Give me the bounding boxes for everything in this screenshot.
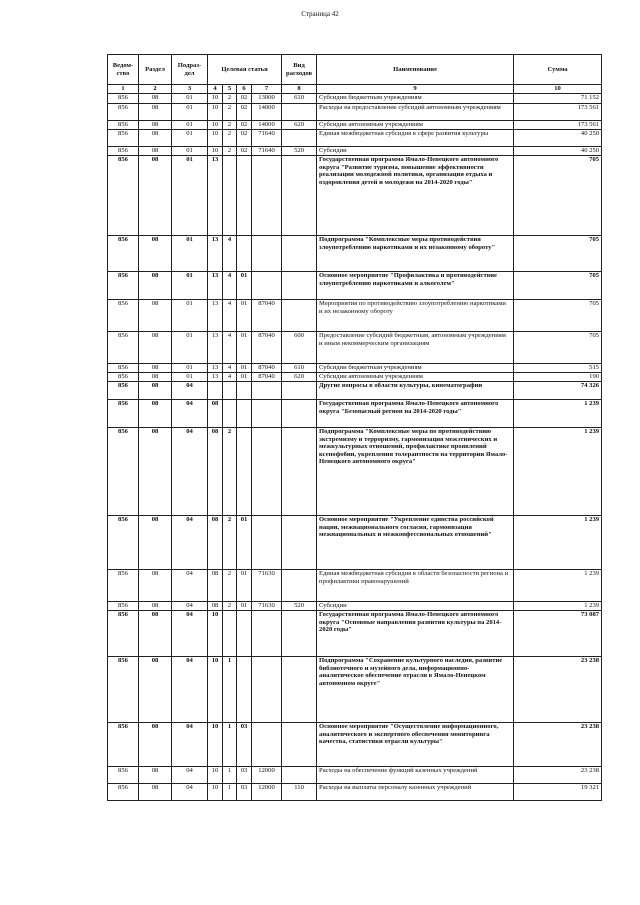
cell-vedomstvo: 856 <box>108 570 139 602</box>
cell-vedomstvo: 856 <box>108 657 139 723</box>
cell-cs-program: 13 <box>208 272 223 300</box>
cell-vid-rashodov <box>282 130 317 147</box>
cell-vedomstvo: 856 <box>108 364 139 373</box>
cell-vid-rashodov: 520 <box>282 147 317 156</box>
cell-naimenovanie: Расходы на обеспечение функций казенных учреждений <box>317 767 514 784</box>
col-number: 1 <box>108 85 139 94</box>
cell-podrazdel: 01 <box>172 300 208 332</box>
cell-naimenovanie: Подпрограмма "Сохранение культурного наследия, развитие библиотечного и музейного дела, информационно-аналитическое обеспечение отрасли в Ямало-Ненецком автономном округе" <box>317 657 514 723</box>
header-naimenovanie: Наименование <box>317 55 514 85</box>
cell-vedomstvo: 856 <box>108 156 139 236</box>
table-row <box>108 332 602 364</box>
cell-summa: 173 561 <box>514 121 602 130</box>
cell-cs-event: 02 <box>237 147 252 156</box>
cell-razdel: 08 <box>139 611 172 657</box>
cell-razdel: 08 <box>139 657 172 723</box>
col-number: 6 <box>237 85 252 94</box>
cell-summa: 190 <box>514 373 602 382</box>
cell-cs-event: 01 <box>237 364 252 373</box>
cell-cs-program: 10 <box>208 767 223 784</box>
cell-cs-direction <box>252 272 282 300</box>
table-row <box>108 300 602 332</box>
cell-vedomstvo: 856 <box>108 723 139 767</box>
col-number: 7 <box>252 85 282 94</box>
cell-summa: 515 <box>514 364 602 373</box>
cell-vid-rashodov <box>282 428 317 516</box>
budget-table <box>107 54 602 801</box>
cell-vid-rashodov <box>282 300 317 332</box>
cell-cs-direction <box>252 428 282 516</box>
cell-cs-program: 08 <box>208 570 223 602</box>
cell-razdel: 08 <box>139 272 172 300</box>
cell-cs-event <box>237 657 252 723</box>
cell-cs-subprogram: 4 <box>223 236 237 272</box>
cell-naimenovanie: Подпрограмма "Комплексные меры по противодействию экстремизму и терроризму, гармонизация межэтнических и межкультурных отношений, профилактике проявлений ксенофобии, укрепления толерантности на территории Ямало-Ненецкого автономного округа" <box>317 428 514 516</box>
cell-razdel: 08 <box>139 784 172 801</box>
col-number: 5 <box>223 85 237 94</box>
table-row <box>108 428 602 516</box>
cell-naimenovanie: Единая межбюджетная субсидия в области безопасности региона и профилактики правонарушений <box>317 570 514 602</box>
cell-cs-program: 10 <box>208 723 223 767</box>
table-row <box>108 382 602 400</box>
cell-podrazdel: 01 <box>172 332 208 364</box>
cell-vid-rashodov <box>282 104 317 121</box>
col-number: 10 <box>514 85 602 94</box>
cell-podrazdel: 04 <box>172 428 208 516</box>
cell-cs-subprogram: 2 <box>223 570 237 602</box>
table-row <box>108 104 602 121</box>
cell-podrazdel: 01 <box>172 104 208 121</box>
cell-cs-direction <box>252 516 282 570</box>
cell-cs-direction: 12000 <box>252 784 282 801</box>
cell-naimenovanie: Основное мероприятие "Профилактика и противодействие злоупотреблению наркотиками и алкоголем" <box>317 272 514 300</box>
cell-cs-subprogram: 1 <box>223 657 237 723</box>
cell-naimenovanie: Расходы на выплаты персоналу казенных учреждений <box>317 784 514 801</box>
cell-cs-direction <box>252 611 282 657</box>
cell-naimenovanie: Субсидии <box>317 602 514 611</box>
cell-naimenovanie: Мероприятия по противодействию злоупотреблению наркотиками и их незаконному обороту <box>317 300 514 332</box>
cell-cs-event <box>237 382 252 400</box>
cell-cs-event: 02 <box>237 94 252 104</box>
cell-summa: 71 152 <box>514 94 602 104</box>
cell-cs-subprogram: 4 <box>223 272 237 300</box>
cell-razdel: 08 <box>139 382 172 400</box>
header-razdel: Раздел <box>139 55 172 85</box>
cell-podrazdel: 04 <box>172 767 208 784</box>
cell-cs-event: 03 <box>237 723 252 767</box>
cell-vid-rashodov: 620 <box>282 121 317 130</box>
cell-summa: 40 250 <box>514 147 602 156</box>
cell-vid-rashodov: 110 <box>282 784 317 801</box>
cell-naimenovanie: Субсидии бюджетным учреждениям <box>317 94 514 104</box>
cell-vid-rashodov <box>282 236 317 272</box>
cell-cs-event: 01 <box>237 332 252 364</box>
cell-cs-subprogram: 2 <box>223 104 237 121</box>
cell-naimenovanie: Государственная программа Ямало-Ненецкого автономного округа "Развитие туризма, повышение эффективности реализации молодежной политики, организация отдыха и оздоровления детей и молодежи на 2014-2020 годы" <box>317 156 514 236</box>
table-row <box>108 236 602 272</box>
cell-cs-direction: 71640 <box>252 147 282 156</box>
cell-vedomstvo: 856 <box>108 767 139 784</box>
cell-cs-event: 02 <box>237 130 252 147</box>
cell-cs-subprogram <box>223 156 237 236</box>
table-row <box>108 602 602 611</box>
cell-naimenovanie: Субсидии бюджетным учреждениям <box>317 364 514 373</box>
cell-vid-rashodov <box>282 611 317 657</box>
cell-razdel: 08 <box>139 373 172 382</box>
cell-vedomstvo: 856 <box>108 373 139 382</box>
table-row <box>108 272 602 300</box>
cell-vedomstvo: 856 <box>108 602 139 611</box>
cell-cs-direction <box>252 657 282 723</box>
cell-cs-program: 08 <box>208 602 223 611</box>
cell-razdel: 08 <box>139 236 172 272</box>
cell-vid-rashodov <box>282 570 317 602</box>
col-number: 3 <box>172 85 208 94</box>
cell-cs-subprogram: 2 <box>223 428 237 516</box>
cell-vid-rashodov: 610 <box>282 94 317 104</box>
cell-naimenovanie: Государственная программа Ямало-Ненецкого автономного округа "Безопасный регион на 2014-2020 годы" <box>317 400 514 428</box>
cell-razdel: 08 <box>139 121 172 130</box>
cell-cs-program: 10 <box>208 94 223 104</box>
cell-cs-program: 13 <box>208 300 223 332</box>
page-number-label: Страница 42 <box>301 10 339 18</box>
cell-cs-direction <box>252 382 282 400</box>
cell-vid-rashodov: 610 <box>282 364 317 373</box>
cell-razdel: 08 <box>139 602 172 611</box>
cell-cs-subprogram: 2 <box>223 602 237 611</box>
cell-podrazdel: 04 <box>172 602 208 611</box>
cell-cs-direction: 14000 <box>252 104 282 121</box>
cell-cs-direction <box>252 236 282 272</box>
cell-cs-subprogram: 2 <box>223 147 237 156</box>
table-row <box>108 767 602 784</box>
cell-podrazdel: 04 <box>172 570 208 602</box>
cell-cs-subprogram: 1 <box>223 723 237 767</box>
cell-cs-direction: 14000 <box>252 121 282 130</box>
cell-cs-subprogram: 4 <box>223 373 237 382</box>
cell-cs-subprogram <box>223 611 237 657</box>
cell-vid-rashodov: 600 <box>282 332 317 364</box>
cell-vid-rashodov <box>282 723 317 767</box>
cell-vid-rashodov <box>282 657 317 723</box>
table-row <box>108 121 602 130</box>
cell-naimenovanie: Другие вопросы в области культуры, кинематографии <box>317 382 514 400</box>
cell-vedomstvo: 856 <box>108 236 139 272</box>
cell-razdel: 08 <box>139 147 172 156</box>
cell-cs-program: 13 <box>208 236 223 272</box>
cell-summa: 1 239 <box>514 428 602 516</box>
cell-vid-rashodov: 620 <box>282 373 317 382</box>
cell-vedomstvo: 856 <box>108 94 139 104</box>
cell-cs-event <box>237 400 252 428</box>
cell-razdel: 08 <box>139 723 172 767</box>
cell-podrazdel: 01 <box>172 147 208 156</box>
cell-cs-subprogram: 4 <box>223 300 237 332</box>
cell-naimenovanie: Подпрограмма "Комплексные меры противодействия злоупотреблению наркотиками и их незаконному обороту" <box>317 236 514 272</box>
col-number: 4 <box>208 85 223 94</box>
cell-vid-rashodov <box>282 767 317 784</box>
cell-razdel: 08 <box>139 130 172 147</box>
cell-summa: 705 <box>514 332 602 364</box>
cell-cs-subprogram: 1 <box>223 767 237 784</box>
cell-podrazdel: 04 <box>172 516 208 570</box>
cell-cs-event <box>237 428 252 516</box>
cell-cs-subprogram: 2 <box>223 94 237 104</box>
cell-cs-event <box>237 611 252 657</box>
cell-razdel: 08 <box>139 332 172 364</box>
cell-cs-event: 01 <box>237 272 252 300</box>
cell-summa: 23 238 <box>514 657 602 723</box>
cell-razdel: 08 <box>139 104 172 121</box>
cell-cs-subprogram <box>223 400 237 428</box>
cell-cs-program: 10 <box>208 147 223 156</box>
cell-naimenovanie: Субсидии <box>317 147 514 156</box>
cell-summa: 40 250 <box>514 130 602 147</box>
cell-podrazdel: 04 <box>172 611 208 657</box>
cell-summa: 23 238 <box>514 767 602 784</box>
table-row <box>108 570 602 602</box>
cell-cs-event: 01 <box>237 570 252 602</box>
cell-podrazdel: 01 <box>172 121 208 130</box>
cell-cs-program: 10 <box>208 657 223 723</box>
table-row <box>108 611 602 657</box>
cell-cs-event: 03 <box>237 767 252 784</box>
cell-cs-event: 01 <box>237 516 252 570</box>
cell-cs-direction <box>252 400 282 428</box>
cell-vedomstvo: 856 <box>108 784 139 801</box>
cell-summa: 705 <box>514 156 602 236</box>
cell-cs-subprogram: 2 <box>223 121 237 130</box>
cell-razdel: 08 <box>139 364 172 373</box>
cell-vedomstvo: 856 <box>108 272 139 300</box>
cell-cs-program: 08 <box>208 400 223 428</box>
table-row <box>108 784 602 801</box>
col-number: 9 <box>317 85 514 94</box>
cell-cs-event: 03 <box>237 784 252 801</box>
cell-vid-rashodov <box>282 516 317 570</box>
cell-vedomstvo: 856 <box>108 332 139 364</box>
cell-cs-program: 13 <box>208 332 223 364</box>
cell-cs-direction: 87040 <box>252 364 282 373</box>
cell-vedomstvo: 856 <box>108 104 139 121</box>
cell-naimenovanie: Основное мероприятие "Укрепление единства российской нации, межнационального согласия, гармонизация межнациональных и межконфессиональных отношений" <box>317 516 514 570</box>
cell-podrazdel: 01 <box>172 373 208 382</box>
cell-vedomstvo: 856 <box>108 516 139 570</box>
cell-cs-event: 01 <box>237 300 252 332</box>
column-number-row <box>108 85 602 94</box>
cell-naimenovanie: Расходы на предоставление субсидий автономным учреждениям <box>317 104 514 121</box>
cell-razdel: 08 <box>139 94 172 104</box>
cell-naimenovanie: Государственная программа Ямало-Ненецкого автономного округа "Основные направления развития культуры на 2014-2020 годы" <box>317 611 514 657</box>
col-number: 2 <box>139 85 172 94</box>
cell-cs-program: 10 <box>208 784 223 801</box>
cell-cs-program <box>208 382 223 400</box>
cell-podrazdel: 04 <box>172 784 208 801</box>
header-celevaya-statya: Целевая статья <box>208 55 282 85</box>
cell-podrazdel: 01 <box>172 130 208 147</box>
cell-vedomstvo: 856 <box>108 400 139 428</box>
cell-cs-direction: 87040 <box>252 373 282 382</box>
cell-cs-direction <box>252 156 282 236</box>
cell-cs-program: 13 <box>208 364 223 373</box>
cell-cs-direction: 71640 <box>252 130 282 147</box>
cell-cs-program: 08 <box>208 516 223 570</box>
cell-vedomstvo: 856 <box>108 121 139 130</box>
header-vedomstvo: Ведом-ство <box>108 55 139 85</box>
table-row <box>108 723 602 767</box>
cell-vedomstvo: 856 <box>108 130 139 147</box>
cell-summa: 1 239 <box>514 400 602 428</box>
cell-summa: 705 <box>514 272 602 300</box>
cell-cs-subprogram: 1 <box>223 784 237 801</box>
cell-cs-direction: 13000 <box>252 94 282 104</box>
cell-cs-event <box>237 236 252 272</box>
cell-vedomstvo: 856 <box>108 147 139 156</box>
cell-vedomstvo: 856 <box>108 300 139 332</box>
cell-naimenovanie: Субсидии автономным учреждениям <box>317 373 514 382</box>
cell-podrazdel: 01 <box>172 94 208 104</box>
cell-vid-rashodov <box>282 382 317 400</box>
cell-cs-event: 01 <box>237 602 252 611</box>
cell-summa: 1 239 <box>514 602 602 611</box>
cell-cs-direction: 71630 <box>252 602 282 611</box>
cell-vedomstvo: 856 <box>108 611 139 657</box>
cell-razdel: 08 <box>139 156 172 236</box>
table-row <box>108 657 602 723</box>
cell-cs-direction: 87040 <box>252 300 282 332</box>
table-row <box>108 516 602 570</box>
cell-podrazdel: 01 <box>172 364 208 373</box>
table-row <box>108 130 602 147</box>
cell-summa: 74 326 <box>514 382 602 400</box>
table-row <box>108 373 602 382</box>
cell-summa: 19 321 <box>514 784 602 801</box>
col-number: 8 <box>282 85 317 94</box>
cell-cs-direction: 87040 <box>252 332 282 364</box>
header-summa: Сумма <box>514 55 602 85</box>
cell-summa: 23 238 <box>514 723 602 767</box>
cell-vid-rashodov: 520 <box>282 602 317 611</box>
cell-summa: 73 087 <box>514 611 602 657</box>
cell-podrazdel: 01 <box>172 156 208 236</box>
table-row <box>108 400 602 428</box>
cell-podrazdel: 04 <box>172 657 208 723</box>
cell-razdel: 08 <box>139 428 172 516</box>
cell-podrazdel: 04 <box>172 723 208 767</box>
cell-razdel: 08 <box>139 516 172 570</box>
cell-naimenovanie: Субсидии автономным учреждениям <box>317 121 514 130</box>
cell-cs-program: 10 <box>208 104 223 121</box>
cell-podrazdel: 04 <box>172 382 208 400</box>
cell-cs-event <box>237 156 252 236</box>
cell-summa: 1 239 <box>514 516 602 570</box>
header-vid-rashodov: Вид расходов <box>282 55 317 85</box>
table-row <box>108 94 602 104</box>
cell-summa: 705 <box>514 236 602 272</box>
cell-vid-rashodov <box>282 272 317 300</box>
cell-cs-program: 10 <box>208 121 223 130</box>
cell-podrazdel: 01 <box>172 272 208 300</box>
cell-naimenovanie: Единая межбюджетная субсидия в сфере развития культуры <box>317 130 514 147</box>
cell-cs-event: 02 <box>237 121 252 130</box>
cell-vid-rashodov <box>282 156 317 236</box>
cell-cs-event: 02 <box>237 104 252 121</box>
table-row <box>108 156 602 236</box>
cell-cs-program: 10 <box>208 130 223 147</box>
header-row <box>108 55 602 85</box>
cell-razdel: 08 <box>139 300 172 332</box>
cell-razdel: 08 <box>139 570 172 602</box>
cell-cs-subprogram: 4 <box>223 364 237 373</box>
table-row <box>108 364 602 373</box>
cell-naimenovanie: Предоставление субсидий бюджетным, автономным учреждениям и иным некоммерческим организациям <box>317 332 514 364</box>
cell-podrazdel: 01 <box>172 236 208 272</box>
cell-cs-subprogram: 2 <box>223 130 237 147</box>
cell-cs-subprogram <box>223 382 237 400</box>
cell-naimenovanie: Основное мероприятие "Осуществление информационного, аналитического и экспертного обеспечения мониторинга качества, статистики отрасли культуры" <box>317 723 514 767</box>
cell-cs-program: 10 <box>208 611 223 657</box>
cell-razdel: 08 <box>139 767 172 784</box>
cell-cs-program: 08 <box>208 428 223 516</box>
cell-cs-program: 13 <box>208 156 223 236</box>
cell-cs-subprogram: 2 <box>223 516 237 570</box>
header-podrazdel: Подраз-дел <box>172 55 208 85</box>
cell-vedomstvo: 856 <box>108 428 139 516</box>
cell-cs-direction: 71630 <box>252 570 282 602</box>
table-row <box>108 147 602 156</box>
cell-cs-event: 01 <box>237 373 252 382</box>
cell-podrazdel: 04 <box>172 400 208 428</box>
cell-summa: 1 239 <box>514 570 602 602</box>
cell-vid-rashodov <box>282 400 317 428</box>
cell-vedomstvo: 856 <box>108 382 139 400</box>
cell-cs-program: 13 <box>208 373 223 382</box>
cell-razdel: 08 <box>139 400 172 428</box>
cell-cs-direction: 12000 <box>252 767 282 784</box>
cell-summa: 173 561 <box>514 104 602 121</box>
cell-cs-direction <box>252 723 282 767</box>
cell-cs-subprogram: 4 <box>223 332 237 364</box>
cell-summa: 705 <box>514 300 602 332</box>
